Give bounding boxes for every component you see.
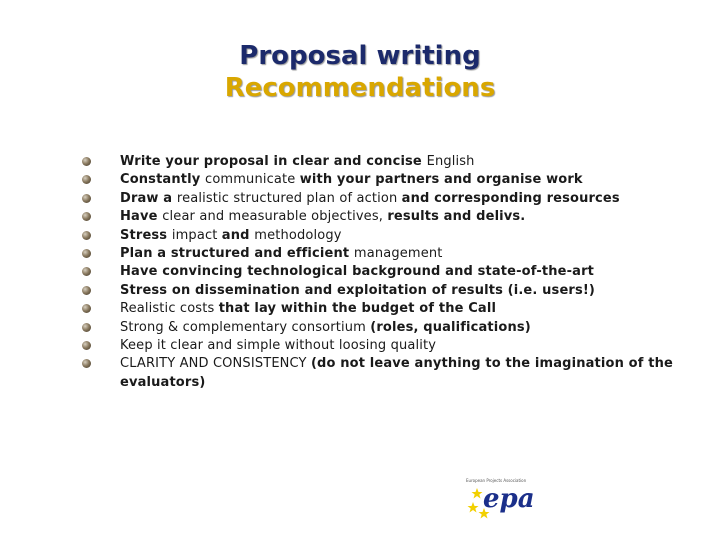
bullet-icon: [82, 323, 91, 332]
list-item-text: clear and measurable objectives,: [162, 209, 388, 225]
list-item: [78, 337, 688, 355]
bullet-icon: [82, 231, 91, 240]
list-item-text: that lay within the budget of the Call: [218, 301, 497, 317]
list-item-text: Have convincing technological background and state-of-the-art: [120, 264, 594, 280]
list-item-text: and corresponding resources: [401, 190, 620, 206]
list-item-text: Realistic costs: [120, 301, 219, 317]
list-item-text: methodology: [254, 227, 342, 243]
list-item: [78, 263, 688, 281]
list-item: [78, 282, 688, 300]
bullet-icon: [82, 194, 91, 203]
bullet-icon: [82, 249, 91, 258]
bullet-icon: [82, 212, 91, 221]
list-item-text: Have: [120, 209, 163, 225]
list-item-text: communicate: [205, 172, 300, 188]
list-item: [78, 190, 688, 208]
list-item-text: Keep it clear and simple without loosing quality: [120, 338, 437, 354]
list-item-text: Strong & complementary consortium: [120, 319, 371, 335]
bullet-icon: [82, 157, 91, 166]
recommendations-list: [78, 153, 688, 392]
list-item: [78, 208, 688, 226]
list-item: [78, 355, 688, 392]
list-item-text: English: [426, 154, 475, 169]
logo-wordmark: epa: [483, 484, 535, 514]
list-item: [78, 171, 688, 189]
bullet-icon: [82, 341, 91, 350]
list-item-text: Draw a: [120, 190, 177, 206]
list-item-text: Constantly: [120, 172, 206, 188]
list-item-text: management: [353, 246, 443, 262]
list-item-text: Write your proposal in clear and concise: [120, 154, 427, 169]
logo-caption: European Projects Association: [466, 478, 527, 483]
list-item: [78, 245, 688, 263]
bullet-icon: [82, 286, 91, 295]
list-item-text: realistic structured plan of action: [176, 190, 402, 206]
list-item-text: results and delivs.: [387, 209, 526, 225]
list-item-text: (roles, qualifications): [370, 319, 531, 335]
bullet-icon: [82, 175, 91, 184]
bullet-icon: [82, 304, 91, 313]
bullet-icon: [82, 267, 91, 276]
list-item-text: Stress on dissemination and exploitation of results (i.e. users!): [120, 282, 596, 298]
list-item: [78, 300, 688, 318]
list-item-text: CLARITY AND CONSISTENCY: [120, 356, 311, 372]
title-line-1: Proposal writing: [239, 41, 481, 71]
list-item-text: and: [221, 227, 255, 243]
list-item-text: Stress: [120, 227, 172, 243]
slide-title: [0, 40, 720, 104]
list-item: [78, 153, 688, 171]
list-item-text: (do not leave anything to the imagination of the evaluators): [120, 356, 673, 390]
title-line-2: Recommendations: [224, 73, 496, 103]
bullet-icon: [82, 359, 91, 368]
list-item: [78, 227, 688, 245]
list-item-text: impact: [171, 227, 222, 243]
list-item-text: Plan a structured and efficient: [120, 246, 354, 262]
epa-logo: [466, 478, 535, 524]
list-item: [78, 319, 688, 337]
list-item-text: with your partners and organise work: [299, 172, 583, 188]
